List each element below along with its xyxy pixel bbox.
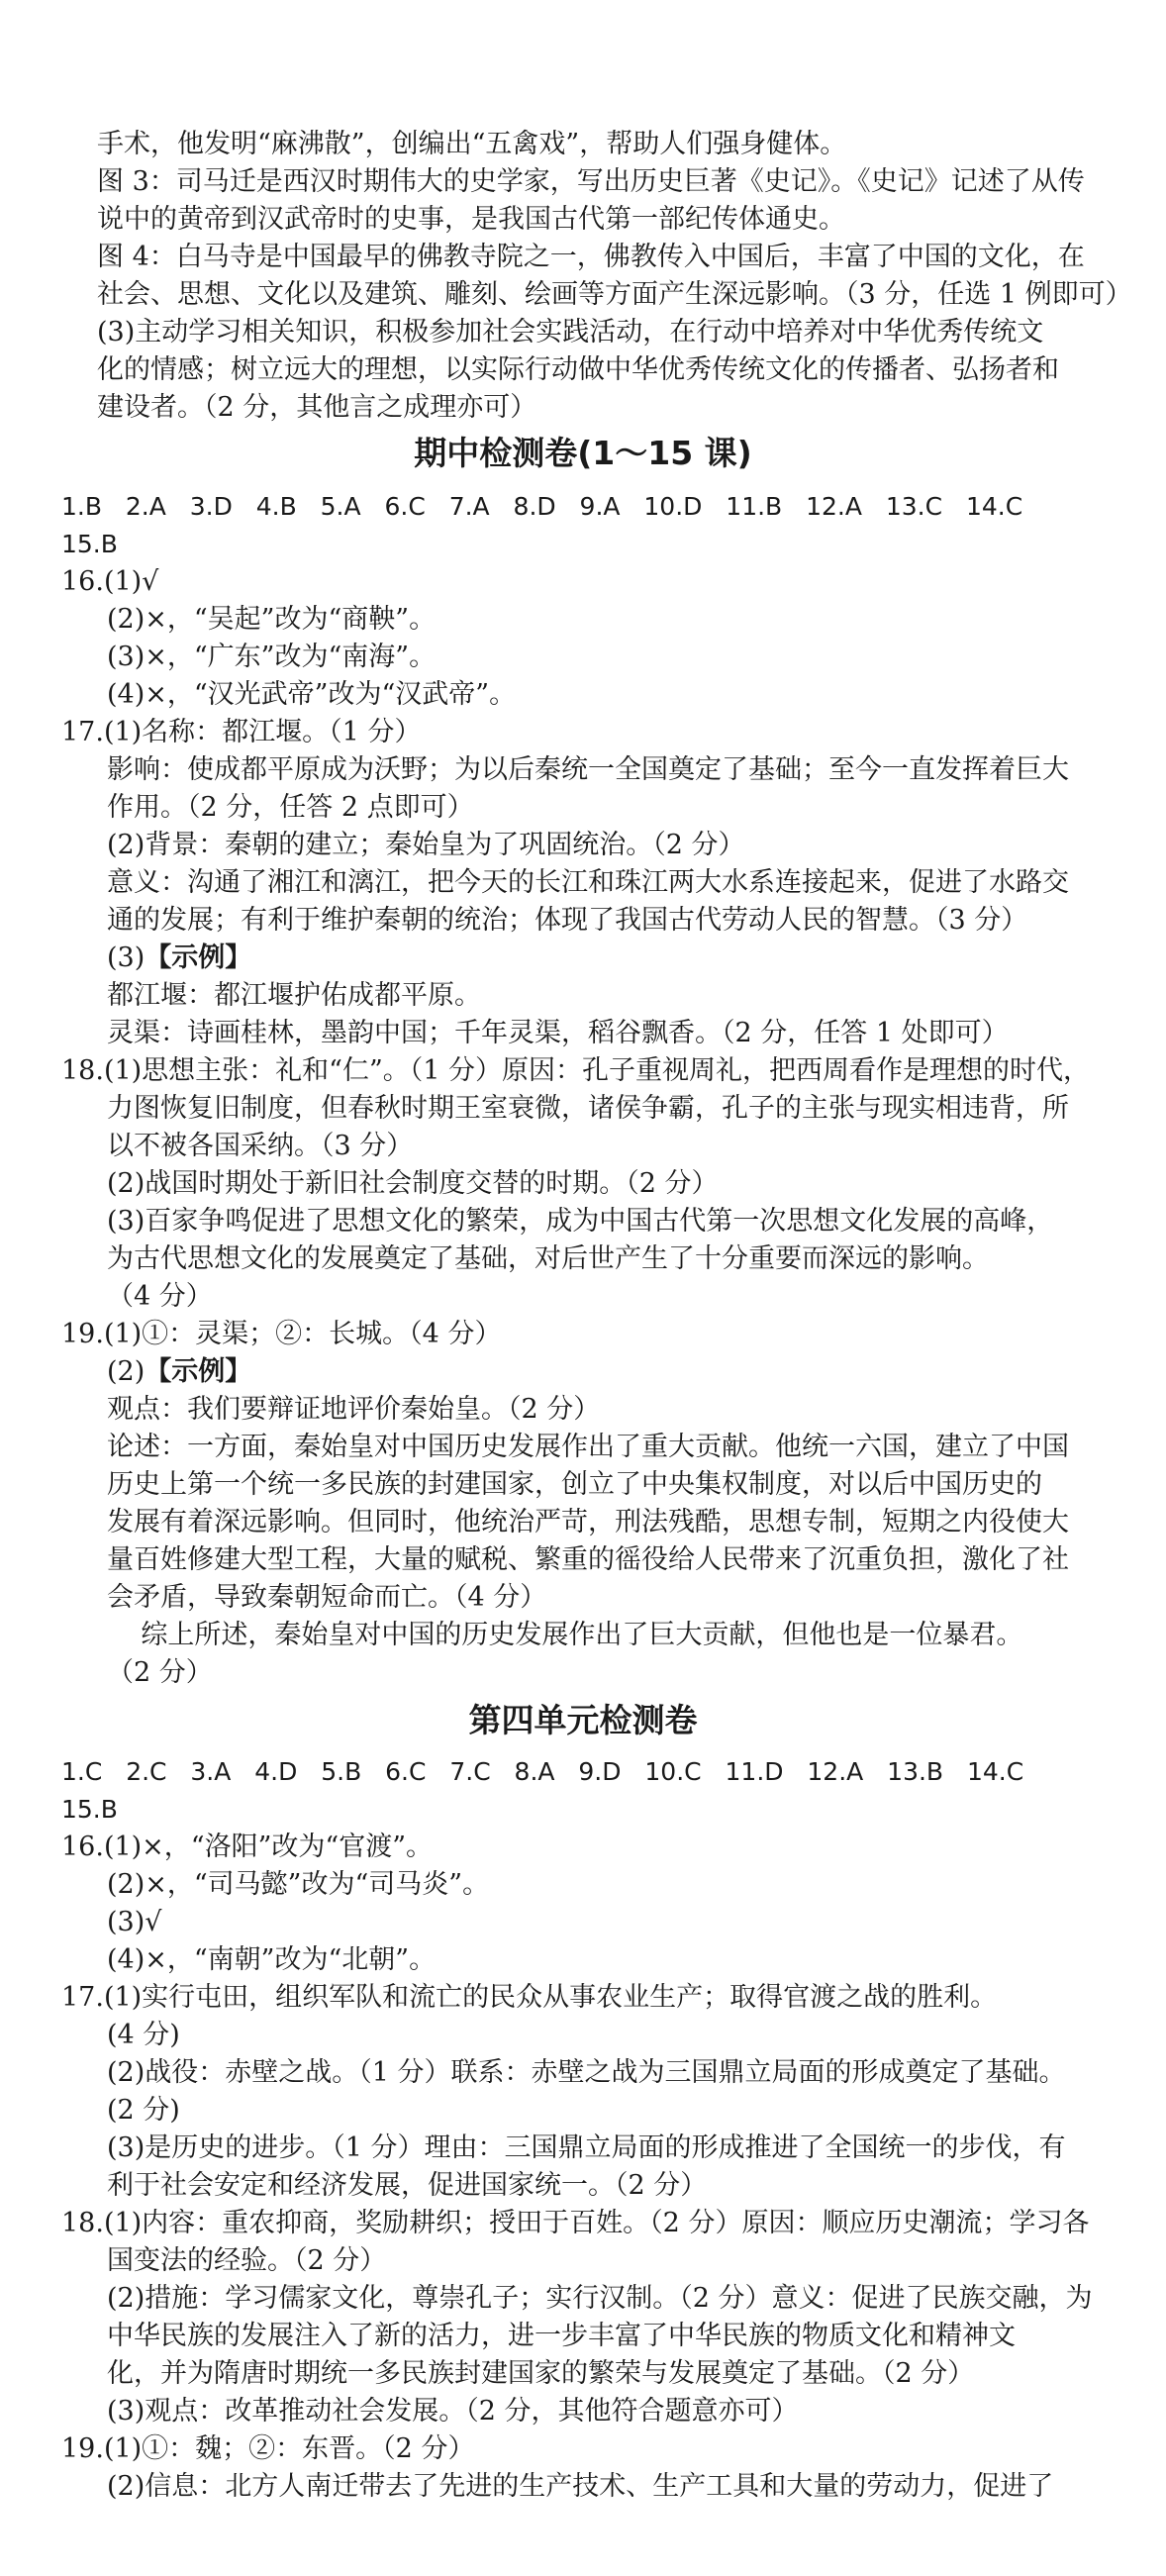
unit4-q17-line: 17.(1)实行屯田，组织军队和流亡的民众从事农业生产；取得官渡之战的胜利。 [61,1982,998,2013]
unit4-q17-line: (3)是历史的进步。（1 分）理由：三国鼎立局面的形成推进了全国统一的步伐，有 [107,2132,1066,2163]
midterm-q19-line: 会矛盾，导致秦朝短命而亡。（4 分） [107,1582,547,1613]
midterm-q19-line: （2 分） [107,1657,213,1688]
midterm-title: 期中检测卷(1～15 课) [414,434,752,472]
unit4-q17-line: (2 分) [107,2095,180,2126]
text-line: 社会、思想、文化以及建筑、雕刻、绘画等方面产生深远影响。（3 分，任选 1 例即可） [97,279,1132,310]
unit4-q18-line: 化，并为隋唐时期统一多民族封建国家的繁荣与发展奠定了基础。（2 分） [107,2358,975,2389]
unit4-q16-line: (4)×，“南朝”改为“北朝”。 [107,1944,437,1975]
midterm-q18-line: (2)战国时期处于新旧社会制度交替的时期。（2 分） [107,1168,719,1199]
midterm-q16-line: (4)×，“汉光武帝”改为“汉武帝”。 [107,679,517,710]
midterm-q16-line: (2)×，“吴起”改为“商鞅”。 [107,604,437,635]
text-line: 手术，他发明“麻沸散”，创编出“五禽戏”，帮助人们强身健体。 [97,129,847,159]
midterm-q17-line: 意义：沟通了湘江和漓江，把今天的长江和珠江两大水系连接起来，促进了水路交 [107,867,1069,898]
midterm-choice-answers-cont: 15.B [61,530,118,558]
midterm-q17-line: 17.(1)名称：都江堰。（1 分） [61,717,422,747]
midterm-q19-line: 观点：我们要辩证地评价秦始皇。（2 分） [107,1394,601,1425]
midterm-q18-line: 力图恢复旧制度，但春秋时期王室衰微，诸侯争霸，孔子的主张与现实相违背，所 [107,1093,1069,1124]
midterm-q19-line: 论述：一方面，秦始皇对中国历史发展作出了重大贡献。他统一六国，建立了中国 [107,1432,1069,1462]
unit4-q18-line: (2)措施：学习儒家文化，尊崇孔子；实行汉制。（2 分）意义：促进了民族交融，为 [107,2283,1093,2314]
unit4-q19-line: 19.(1)①：魏；②：东晋。（2 分） [61,2433,475,2464]
midterm-choice-answers: 1.B 2.A 3.D 4.B 5.A 6.C 7.A 8.D 9.A 10.D 11.B 12.A 13.C 14.C [61,492,1023,521]
midterm-q17-line: 都江堰：都江堰护佑成都平原。 [107,980,481,1011]
text-line: 图 4：白马寺是中国最早的佛教寺院之一，佛教传入中国后，丰富了中国的文化，在 [97,242,1085,272]
text-line: 建设者。（2 分，其他言之成理亦可） [97,392,537,423]
unit4-q17-line: (2)战役：赤壁之战。（1 分）联系：赤壁之战为三国鼎立局面的形成奠定了基础。 [107,2057,1066,2088]
midterm-q17-example-label: (3)【示例】 [107,942,252,973]
midterm-q18-line: 以不被各国采纳。（3 分） [107,1131,414,1161]
unit4-choice-answers: 1.C 2.C 3.A 4.D 5.B 6.C 7.C 8.A 9.D 10.C 11.D 12.A 13.B 14.C [61,1757,1024,1786]
unit4-q18-line: 中华民族的发展注入了新的活力，进一步丰富了中华民族的物质文化和精神文 [107,2321,1016,2351]
midterm-q18-line: （4 分） [107,1281,213,1312]
unit4-q18-line: (3)观点：改革推动社会发展。（2 分，其他符合题意亦可） [107,2396,799,2427]
midterm-q18-line: 为古代思想文化的发展奠定了基础，对后世产生了十分重要而深远的影响。 [107,1243,989,1274]
midterm-q19-line: 量百姓修建大型工程，大量的赋税、繁重的徭役给人民带来了沉重负担，激化了社 [107,1544,1069,1575]
midterm-q19-line: 19.(1)①：灵渠；②：长城。（4 分） [61,1319,502,1349]
unit4-title: 第四单元检测卷 [468,1701,698,1739]
midterm-q17-line: (2)背景：秦朝的建立；秦始皇为了巩固统治。（2 分） [107,830,745,860]
text-line: (3)主动学习相关知识，积极参加社会实践活动，在行动中培养对中华优秀传统文 [97,317,1044,347]
midterm-q17-line: 作用。（2 分，任答 2 点即可） [107,792,474,823]
unit4-q18-line: 国变法的经验。（2 分） [107,2245,387,2276]
unit4-q16-line: (3)√ [107,1907,162,1937]
midterm-q18-line: (3)百家争鸣促进了思想文化的繁荣，成为中国古代第一次思想文化发展的高峰， [107,1206,1054,1237]
unit4-q19-line: (2)信息：北方人南迁带去了先进的生产技术、生产工具和大量的劳动力，促进了 [107,2471,1054,2502]
midterm-q18-line: 18.(1)思想主张：礼和“仁”。（1 分）原因：孔子重视周礼，把西周看作是理想的时代， [61,1055,1091,1086]
midterm-q17-line: 影响：使成都平原成为沃野；为以后秦统一全国奠定了基础；至今一直发挥着巨大 [107,754,1069,785]
unit4-q18-line: 18.(1)内容：重农抑商，奖励耕织；授田于百姓。（2 分）原因：顺应历史潮流；学习各 [61,2208,1090,2238]
midterm-q17-line: 灵渠：诗画桂林，墨韵中国；千年灵渠，稻谷飘香。（2 分，任答 1 处即可） [107,1018,1009,1048]
midterm-q16-line: 16.(1)√ [61,566,159,597]
unit4-q16-line: 16.(1)×，“洛阳”改为“官渡”。 [61,1832,434,1862]
midterm-q19-line: 历史上第一个统一多民族的封建国家，创立了中央集权制度，对以后中国历史的 [107,1469,1042,1500]
midterm-q16-line: (3)×，“广东”改为“南海”。 [107,642,437,672]
text-line: 图 3：司马迁是西汉时期伟大的史学家，写出历史巨著《史记》。《史记》记述了从传 [97,166,1085,197]
midterm-q17-line: 通的发展；有利于维护秦朝的统治；体现了我国古代劳动人民的智慧。（3 分） [107,905,1028,936]
midterm-q19-example-label: (2)【示例】 [107,1356,252,1387]
midterm-q19-line: 发展有着深远影响。但同时，他统治严苛，刑法残酷，思想专制，短期之内役使大 [107,1507,1069,1537]
midterm-q19-line: 综上所述，秦始皇对中国的历史发展作出了巨大贡献，但他也是一位暴君。 [107,1620,1023,1650]
unit4-q16-line: (2)×，“司马懿”改为“司马炎”。 [107,1869,490,1900]
unit4-q17-line: 利于社会安定和经济发展，促进国家统一。（2 分） [107,2170,708,2201]
text-line: 说中的黄帝到汉武帝时的史事，是我国古代第一部纪传体通史。 [97,204,845,235]
unit4-q17-line: (4 分) [107,2020,180,2050]
unit4-choice-answers-cont: 15.B [61,1795,118,1824]
text-line: 化的情感；树立远大的理想，以实际行动做中华优秀传统文化的传播者、弘扬者和 [97,354,1059,385]
